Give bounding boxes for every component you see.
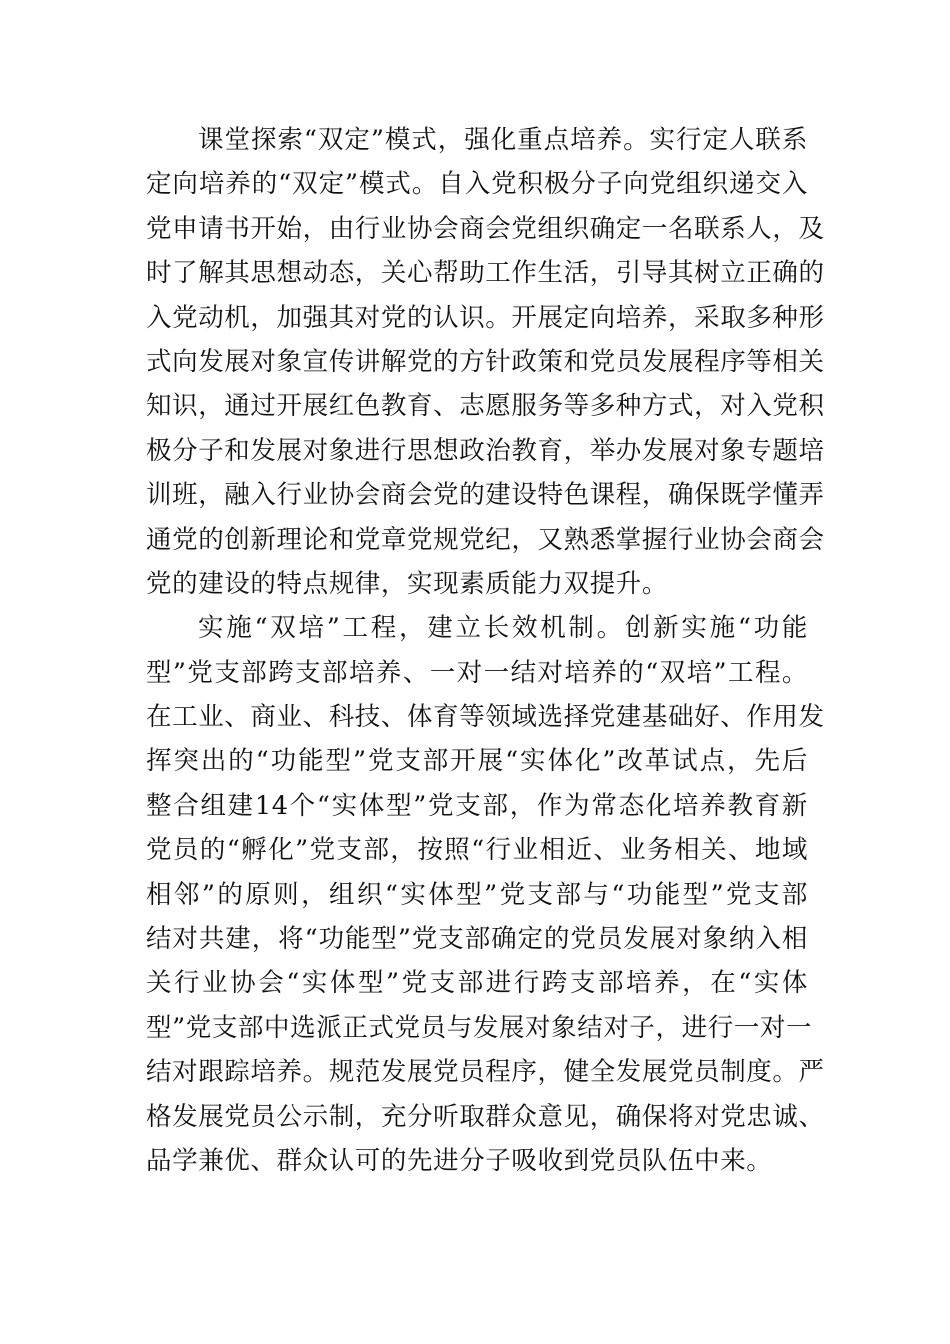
paragraph-line: 整合组建14个“实体型”党支部，作为常态化培养教育新 bbox=[146, 790, 808, 821]
paragraph-line: 党员的“孵化”党支部，按照“行业相近、业务相关、地域 bbox=[146, 835, 808, 866]
paragraph-line: 知识，通过开展红色教育、志愿服务等多种方式，对入党积 bbox=[146, 391, 825, 422]
paragraph-line: 实施“双培”工程，建立长效机制。创新实施“功能 bbox=[198, 613, 808, 644]
paragraph-line: 挥突出的“功能型”党支部开展“实体化”改革试点，先后 bbox=[146, 746, 808, 777]
paragraph-line: 课堂探索“双定”模式，强化重点培养。实行定人联系 bbox=[198, 125, 808, 155]
document-body bbox=[146, 118, 825, 1183]
paragraph-line: 通党的创新理论和党章党规党纪，又熟悉掌握行业协会商会 bbox=[146, 524, 825, 555]
paragraph-line: 格发展党员公示制，充分听取群众意见，确保将对党忠诚、 bbox=[146, 1101, 825, 1132]
paragraph-line: 党的建设的特点规律，实现素质能力双提升。 bbox=[146, 568, 669, 599]
paragraph-line: 品学兼优、群众认可的先进分子吸收到党员队伍中来。 bbox=[146, 1145, 773, 1176]
paragraph-line: 极分子和发展对象进行思想政治教育，举办发展对象专题培 bbox=[146, 435, 825, 466]
paragraph-line: 式向发展对象宣传讲解党的方针政策和党员发展程序等相关 bbox=[146, 346, 825, 377]
paragraph-2 bbox=[146, 606, 825, 1183]
paragraph-line: 关行业协会“实体型”党支部进行跨支部培养，在“实体 bbox=[146, 968, 808, 999]
paragraph-line: 型”党支部中选派正式党员与发展对象结对子，进行一对一 bbox=[146, 1012, 813, 1043]
paragraph-line: 定向培养的“双定”模式。自入党积极分子向党组织递交入 bbox=[146, 169, 808, 200]
paragraph-line: 入党动机，加强其对党的认识。开展定向培养，采取多种形 bbox=[146, 302, 825, 333]
paragraph-line: 训班，融入行业协会商会党的建设特色课程，确保既学懂弄 bbox=[146, 480, 825, 511]
paragraph-line: 结对共建，将“功能型”党支部确定的党员发展对象纳入相 bbox=[146, 924, 808, 955]
paragraph-line: 型”党支部跨支部培养、一对一结对培养的“双培”工程。 bbox=[146, 657, 808, 688]
paragraph-line: 结对跟踪培养。规范发展党员程序，健全发展党员制度。严 bbox=[146, 1057, 825, 1088]
paragraph-1 bbox=[146, 118, 825, 606]
paragraph-line: 相邻”的原则，组织“实体型”党支部与“功能型”党支部 bbox=[146, 879, 808, 910]
paragraph-line: 时了解其思想动态，关心帮助工作生活，引导其树立正确的 bbox=[146, 258, 825, 289]
paragraph-line: 在工业、商业、科技、体育等领域选择党建基础好、作用发 bbox=[146, 702, 825, 733]
paragraph-line: 党申请书开始，由行业协会商会党组织确定一名联系人，及 bbox=[146, 213, 825, 244]
